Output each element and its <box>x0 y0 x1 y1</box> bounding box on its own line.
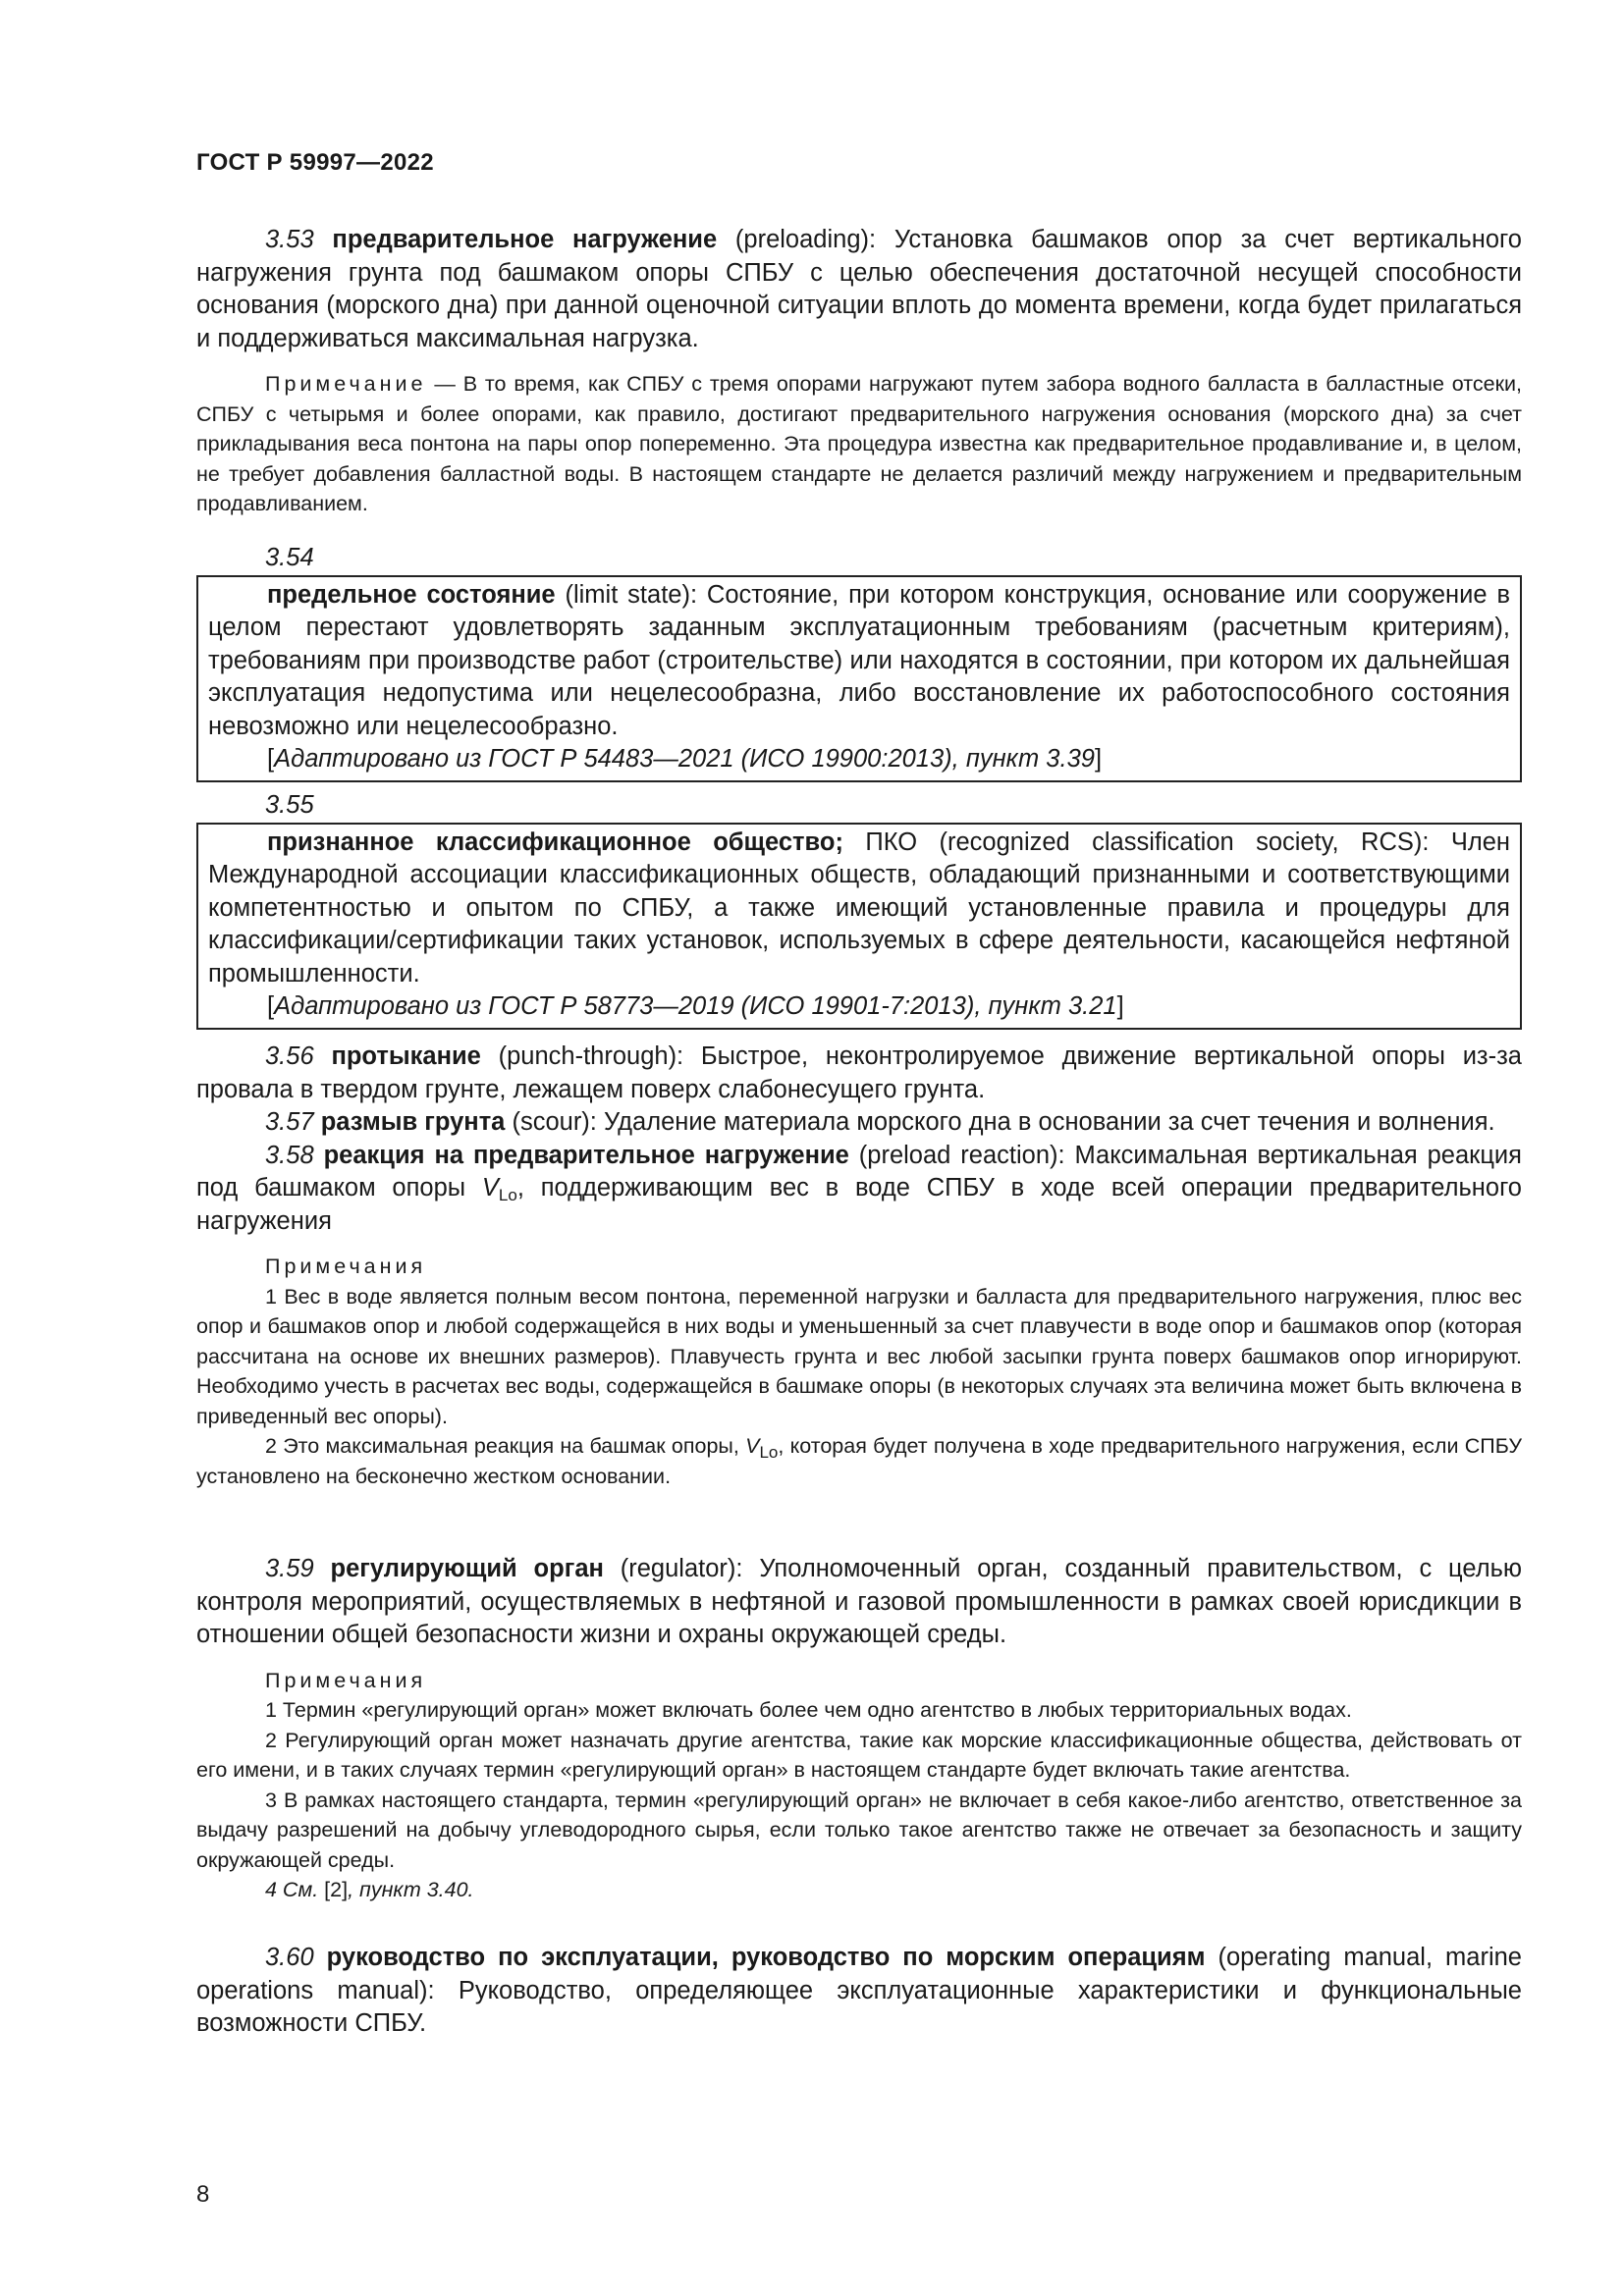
clause-number: 3.55 <box>265 791 314 819</box>
symbol: V <box>481 1174 499 1201</box>
symbol-subscript: Lo <box>498 1186 517 1204</box>
term: руководство по эксплуатации, руководство по морским операциям <box>326 1944 1206 1971</box>
source-reference: [Адаптировано из ГОСТ Р 58773—2019 (ИСО 19901-7:2013), пункт 3.21] <box>267 992 1124 1020</box>
notes <box>196 1666 1522 1905</box>
page-number: 8 <box>196 2181 210 2208</box>
bibliography-reference: [2] <box>324 1878 349 1901</box>
definition-text: (scour): Удаление материала морского дна в основании за счет течения и волнения. <box>505 1108 1495 1136</box>
term: регулирующий орган <box>330 1555 604 1582</box>
definition-text-b: , поддерживающим вес в воде СПБУ в ходе всей операции предварительного нагружения <box>196 1174 1522 1235</box>
note <box>196 369 1522 519</box>
definition-paragraph <box>208 579 1510 744</box>
definition-text: (operating manual, marine operations manual): Руководство, определяющее эксплуатационные характеристики и функциональные возможности СПБУ. <box>196 1944 1522 2037</box>
clause-number: 3.60 <box>265 1944 314 1971</box>
definition-box <box>196 823 1522 1030</box>
definition-text: (preloading): Установка башмаков опор за счет вертикального нагружения грунта под башмаком опоры СПБУ с целью обеспечения достаточной несущей способности основания (морского дна) при данной оценочной ситуации вплоть до момента времени, когда будет прилагаться и поддерживаться максимальная нагрузка. <box>196 226 1522 352</box>
document-header: ГОСТ Р 59997—2022 <box>196 149 434 176</box>
notes-label: Примечания <box>265 1255 427 1278</box>
source-text: Адаптировано из ГОСТ Р 58773—2019 (ИСО 19901-7:2013), пункт 3.21 <box>274 992 1117 1020</box>
term: предельное состояние <box>267 580 556 609</box>
clause-number: 3.54 <box>265 544 314 571</box>
symbol: V <box>745 1434 760 1458</box>
clause-3-57 <box>196 1106 1522 1140</box>
definition-text: (limit state): Состояние, при котором конструкция, основание или сооружение в целом перестают удовлетворять заданным эксплуатационным требованиям (расчетным критериям), требованиям при производстве работ (строительстве) или находятся в состоянии, при котором их дальнейшая эксплуатация недопустима или нецелесообразна, либо восстановление их работоспособного состояния невозможно или нецелесообразно. <box>208 580 1510 740</box>
term: реакция на предварительное нагружение <box>323 1141 849 1169</box>
note-4 <box>196 1875 1522 1905</box>
definition-paragraph <box>196 1553 1522 1652</box>
clause-number: 3.59 <box>265 1555 314 1582</box>
notes <box>196 1252 1522 1491</box>
note-2-text-a: 2 Это максимальная реакция на башмак опоры, <box>265 1434 746 1458</box>
clause-3-58 <box>196 1140 1522 1239</box>
note-1: 1 Термин «регулирующий орган» может включать более чем одно агентство в любых территориальных водах. <box>265 1698 1352 1722</box>
clauses-3-56-to-3-58 <box>196 1041 1522 1491</box>
note-1: 1 Вес в воде является полным весом понтона, переменной нагрузки и балласта для предварительного нагружения, плюс вес опор и башмаков опор и любой содержащейся в них воды и уменьшенный за счет плавучести в воде опор и башмаков опор (которая рассчитана на основе их внешних размеров). Плавучесть грунта и вес любой засыпки грунта поверх башмаков опор игнорируют. Необходимо учесть в расчетах вес воды, содержащейся в башмаке опоры (в некоторых случаях эта величина может быть включена в приведенный вес опоры). <box>196 1284 1522 1428</box>
clause-number: 3.58 <box>265 1141 314 1169</box>
note-2-text-b: , которая будет получена в ходе предварительного нагружения, если СПБУ установлено на бесконечно жестком основании. <box>196 1434 1522 1488</box>
definition-box <box>196 575 1522 782</box>
clause-3-59 <box>196 1553 1522 1905</box>
definition-text: (punch-through): Быстрое, неконтролируемое движение вертикальной опоры из-за провала в твердом грунте, лежащем поверх слабонесущего грунта. <box>196 1042 1522 1103</box>
clause-number: 3.56 <box>265 1042 314 1070</box>
definition-text: ПКО (recognized classification society, RCS): Член Международной ассоциации классификационных обществ, обладающий признанными и соответствующими компетентностью и опытом по СПБУ, а также имеющий установленные правила и процедуры для классификации/сертификации таких установок, используемых в сфере деятельности, касающейся нефтяной промышленности. <box>208 828 1510 988</box>
term: признанное классификационное общество; <box>267 828 843 856</box>
note-3: 3 В рамках настоящего стандарта, термин «регулирующий орган» не включает в себя какое-либо агентство, ответственное за выдачу разрешений на добычу углеводородного сырья, если только такое агентство также не отвечает за безопасность и защиту окружающей среды. <box>196 1788 1522 1872</box>
note-4-text-b: , пункт 3.40. <box>348 1878 474 1901</box>
clause-number: 3.57 <box>265 1108 314 1136</box>
note-2: 2 Регулирующий орган может назначать другие агентства, такие как морские классификационные общества, действовать от его имени, и в таких случаях термин «регулирующий орган» в настоящем стандарте будет включать такие агентства. <box>196 1728 1522 1782</box>
clause-3-53 <box>196 224 1522 519</box>
note-2 <box>196 1431 1522 1491</box>
clause-3-60 <box>196 1942 1522 2041</box>
term: протыкание <box>331 1042 481 1070</box>
note-text: — В то время, как СПБУ с тремя опорами нагружают путем забора водного балласта в балластные отсеки, СПБУ с четырьмя и более опорами, как правило, достигают предварительного нагружения основания (морского дна) за счет прикладывания веса понтона на пары опор попеременно. Эта процедура известна как предварительное продавливание и, в целом, не требует добавления балластной воды. В настоящем стандарте не делается различий между нагружением и предварительным продавливанием. <box>196 372 1522 515</box>
source-text: Адаптировано из ГОСТ Р 54483—2021 (ИСО 19900:2013), пункт 3.39 <box>274 745 1095 773</box>
clause-number: 3.53 <box>265 226 314 253</box>
clause-3-56 <box>196 1041 1522 1106</box>
note-4-text-a: 4 См. <box>265 1878 325 1901</box>
definition-paragraph <box>196 1942 1522 2041</box>
term: предварительное нагружение <box>332 226 718 253</box>
clause-3-54 <box>196 542 1522 782</box>
clause-3-55 <box>196 789 1522 1030</box>
definition-paragraph <box>208 827 1510 991</box>
definition-paragraph <box>196 224 1522 355</box>
term: размыв грунта <box>320 1108 506 1136</box>
symbol-subscript: Lo <box>759 1443 779 1462</box>
definition-text-a: (preload reaction): Максимальная вертикальная реакция под башмаком опоры <box>196 1141 1522 1201</box>
source-reference: [Адаптировано из ГОСТ Р 54483—2021 (ИСО 19900:2013), пункт 3.39] <box>267 745 1103 773</box>
note-label: Примечание <box>265 372 427 396</box>
definition-text: (regulator): Уполномоченный орган, созданный правительством, с целью контроля мероприятий, осуществляемых в нефтяной и газовой промышленности в рамках своей юрисдикции в отношении общей безопасности жизни и охраны окружающей среды. <box>196 1555 1523 1648</box>
notes-label: Примечания <box>265 1668 427 1692</box>
